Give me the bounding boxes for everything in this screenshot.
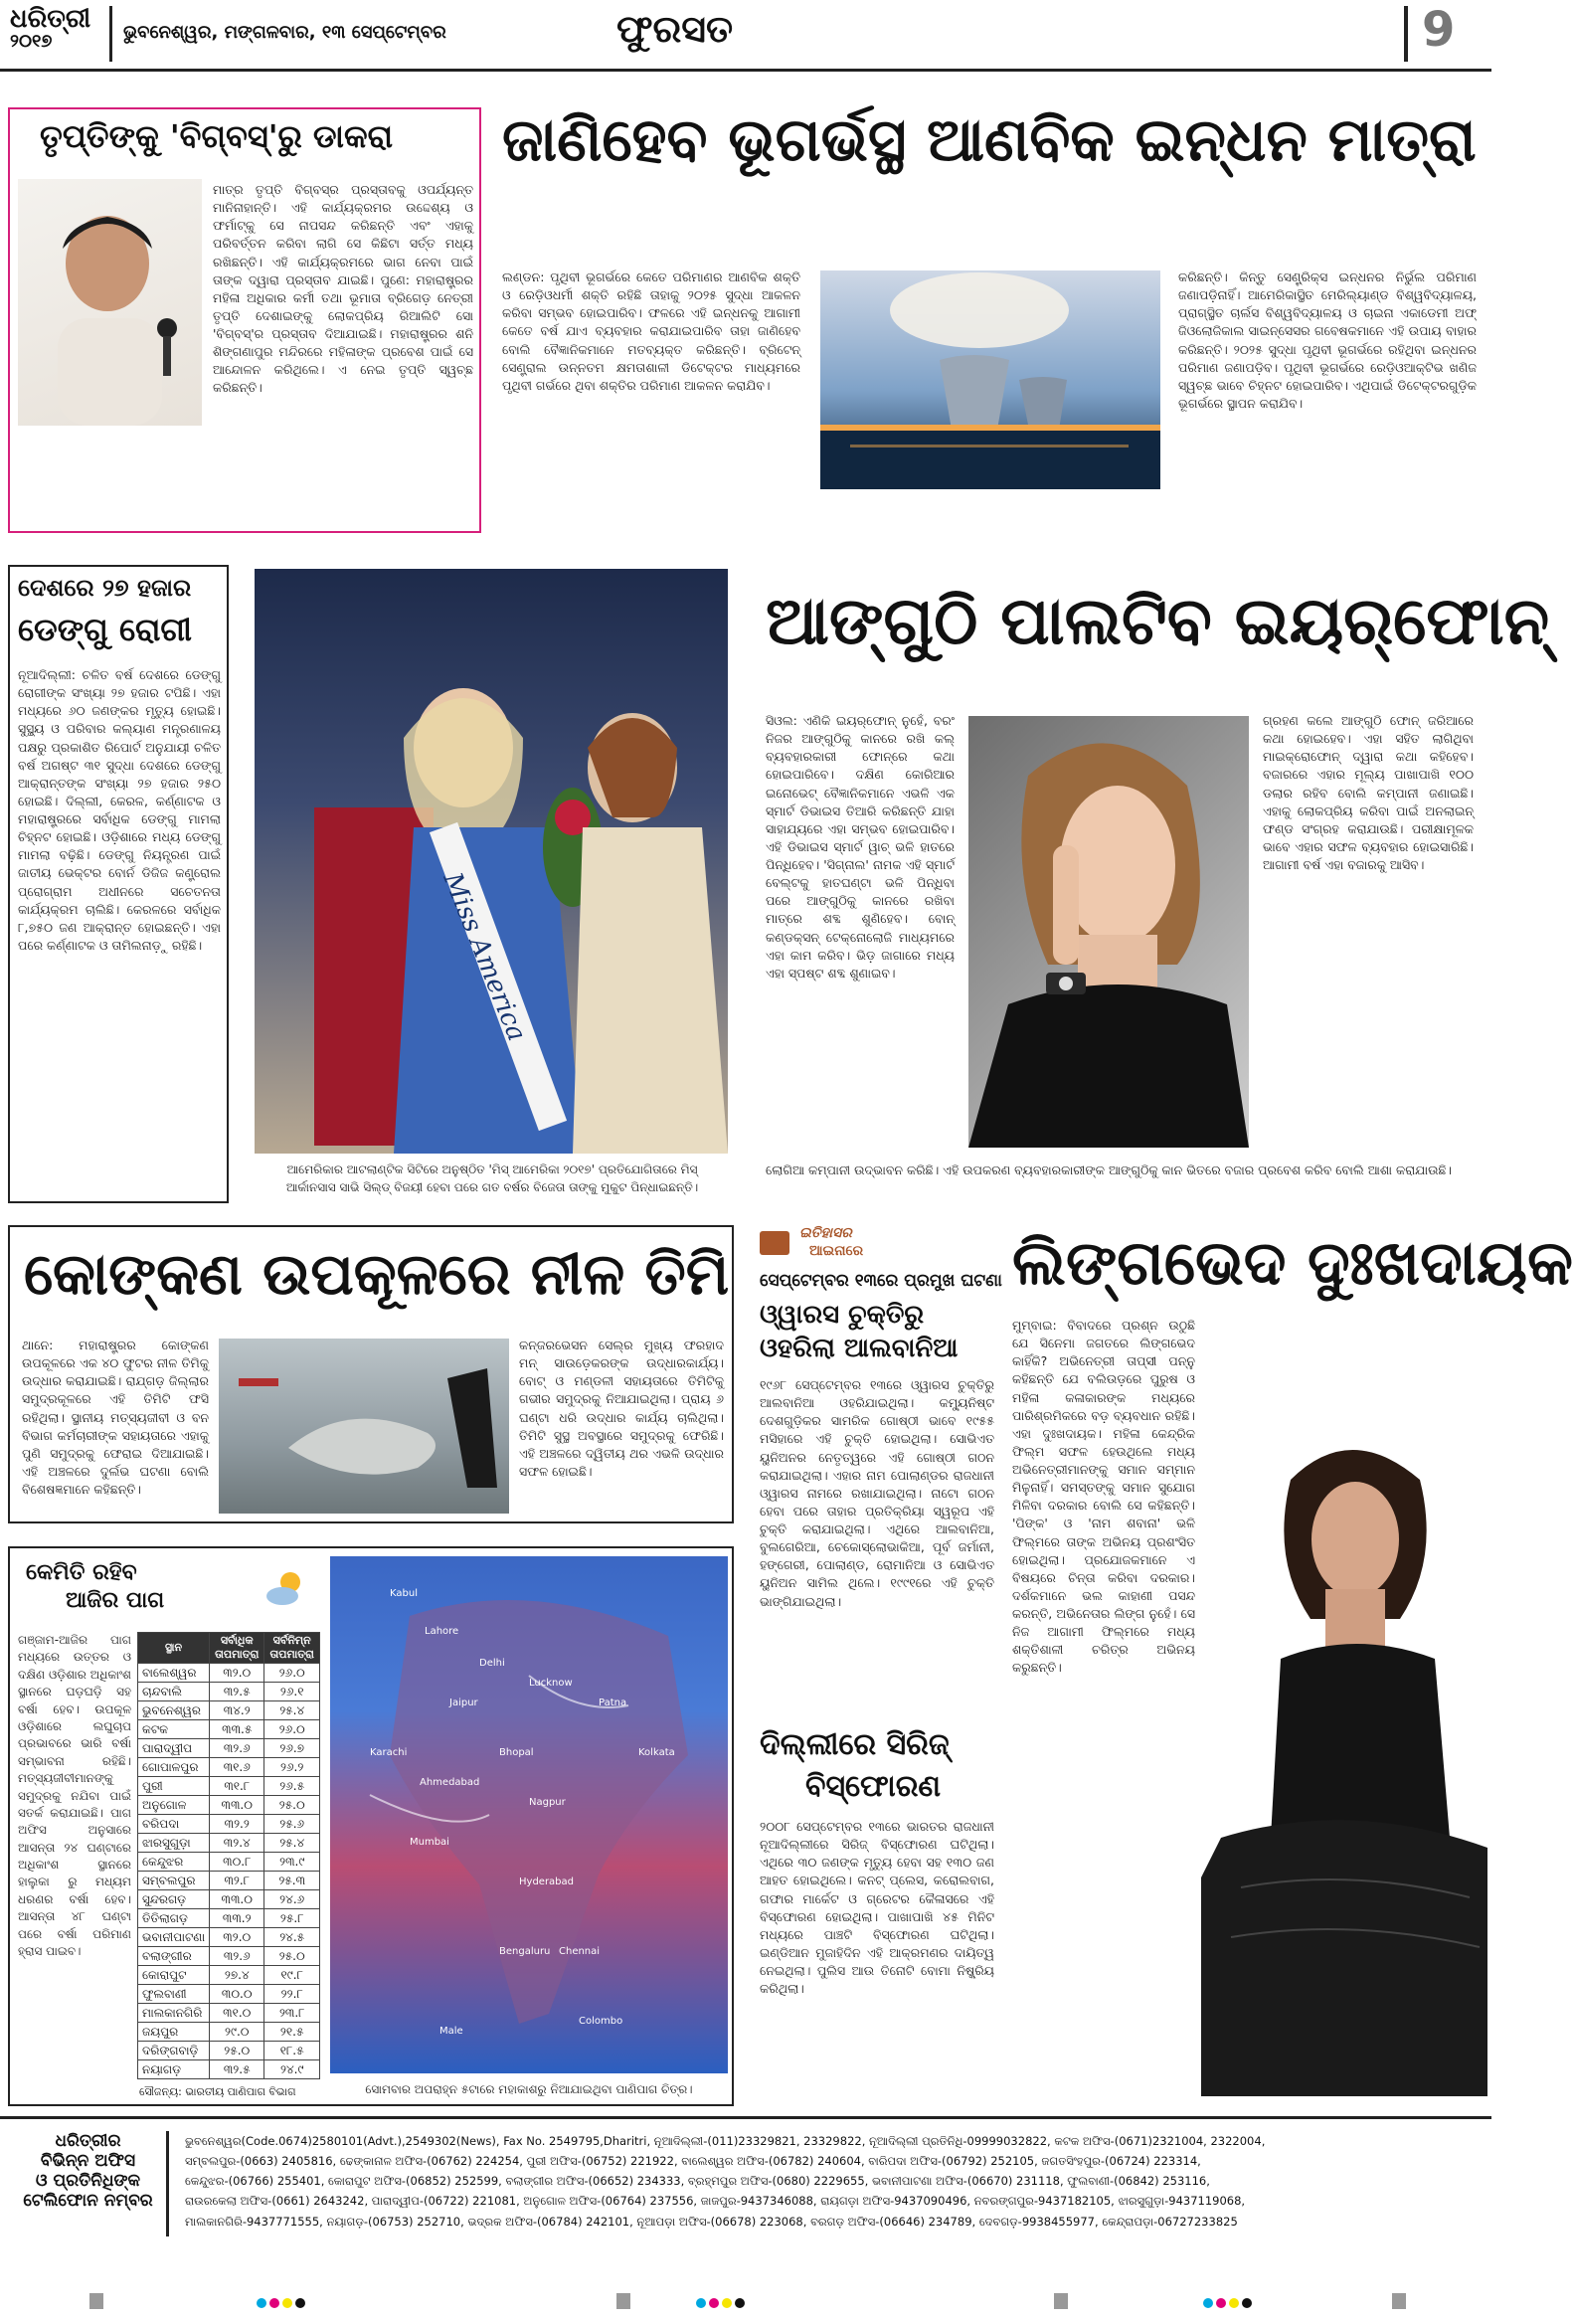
place-cell: କଟକ [138, 1720, 210, 1739]
place-cell: ଦରିଙ୍ଗବାଡ଼ି [138, 2042, 210, 2060]
min-temp-cell: ୨୪.୯ [264, 2060, 320, 2079]
footer-line-2: ସମ୍ବଲପୁର-(0663) 2405816, ଢେଙ୍କାନାଳ ଅଫିସ-(06762) 224254, ପୁରୀ ଅଫିସ-(06752) 221922, ବାଲେଶ୍ୱର ଅଫିସ-(06782) 240604, ବାରିପଦା ଅଫିସ-(06792) 252105, ଜଗତସିଂହପୁର-(06724) 223314, [185, 2154, 1201, 2169]
max-temp-cell: ୩୩.୦ [210, 1890, 264, 1909]
weather-row [138, 2023, 320, 2042]
dengue-headline-2: ଡେଙ୍ଗୁ ରୋଗୀ [18, 611, 192, 648]
page-number-divider [1404, 6, 1408, 62]
nuclear-headline: ଜାଣିହେବ ଭୂଗର୍ଭସ୍ଥ ଆଣବିକ ଇନ୍ଧନ ମାତ୍ରା [502, 105, 1477, 175]
col-place: ସ୍ଥାନ [138, 1633, 210, 1664]
max-temp-cell: ୩୨.୫ [210, 2060, 264, 2079]
place-cell: ସୁନ୍ଦରଗଡ଼ [138, 1890, 210, 1909]
max-temp-cell: ୩୧.୦ [210, 2004, 264, 2023]
min-temp-cell: ୨୬.୦ [264, 1664, 320, 1683]
weather-row [138, 1853, 320, 1872]
map-city-label: Jaipur [449, 1698, 478, 1708]
max-temp-cell: ୩୩.୨ [210, 1909, 264, 1928]
weather-source: ସୌଜନ୍ୟ: ଭାରତୀୟ ପାଣିପାଗ ବିଭାଗ [139, 2085, 296, 2098]
place-cell: ଭବାନୀପାଟଣା [138, 1928, 210, 1947]
min-temp-cell: ୨୬.୫ [264, 1777, 320, 1796]
print-marks [0, 2287, 1491, 2317]
delhi-headline-2: ବିସ୍ଫୋରଣ [805, 1769, 942, 1804]
max-temp-cell: ୩୧.୬ [210, 1758, 264, 1777]
min-temp-cell: ୨୧.୫ [264, 2023, 320, 2042]
weather-title-box [16, 1554, 320, 1622]
gender-body: ମୁମ୍ବାଇ: ବିବାଦରେ ପ୍ରଶ୍ନ ଉଠୁଛି ଯେ ସିନେମା ଜଗତରେ ଲିଙ୍ଗଭେଦ କାହିଁକି? ଅଭିନେତ୍ରୀ ତାପ୍‌ସୀ ପନ୍ନୁ କହିଛନ୍ତି ଯେ ବଲିଉଡ଼ରେ ପୁରୁଷ ଓ ମହିଳା କଳାକାରଙ୍କ ମଧ୍ୟରେ ପାରିଶ୍ରମିକରେ ବଡ଼ ବ୍ୟବଧାନ ରହିଛି। ଏହା ଦୁଃଖଦାୟକ। ମହିଳା କେନ୍ଦ୍ରିକ ଫିଲ୍ମ ସଫଳ ହେଉଥିଲେ ମଧ୍ୟ ଅଭିନେତ୍ରୀମାନଙ୍କୁ ସମାନ ସମ୍ମାନ ମିଳୁନାହିଁ। ସମସ୍ତଙ୍କୁ ସମାନ ସୁଯୋଗ ମିଳିବା ଦରକାର ବୋଲି ସେ କହିଛନ୍ତି। 'ପିଙ୍କ' ଓ 'ନାମ ଶବାନା' ଭଳି ଫିଲ୍ମରେ ତାଙ୍କ ଅଭିନୟ ପ୍ରଶଂସିତ ହୋଇଥିଲା। ପ୍ରଯୋଜକମାନେ ଏ ବିଷୟରେ ଚିନ୍ତା କରିବା ଦରକାର। ଦର୍ଶକମାନେ ଭଲ କାହାଣୀ ପସନ୍ଦ କରନ୍ତି, ଅଭିନେତାର ଲିଙ୍ଗ ନୁହେଁ। ସେ ନିଜ ଆଗାମୀ ଫିଲ୍ମରେ ମଧ୍ୟ ଶକ୍ତିଶାଳୀ ଚରିତ୍ର ଅଭିନୟ କରୁଛନ୍ତି। [1012, 1318, 1195, 1676]
place-cell: ଚାନ୍ଦବାଲି [138, 1683, 210, 1701]
max-temp-cell: ୩୩.୫ [210, 1720, 264, 1739]
place-cell: କେନ୍ଦୁଝର [138, 1853, 210, 1872]
story-dengue [8, 565, 229, 1203]
weather-table [137, 1632, 320, 2079]
min-temp-cell: ୨୫.୦ [264, 1796, 320, 1815]
story-nuclear [492, 99, 1486, 527]
missamerica-photo [255, 569, 728, 1154]
weather-title-1: କେମିତି ରହିବ [26, 1559, 137, 1585]
nuclear-col2: କରିଛନ୍ତି। କିନ୍ତୁ ସେଣ୍ଟ୍ରିକ୍ସ ଇନ୍ଧନର ନିର୍ଭୁଲ ପରିମାଣ ଜଣାପଡ଼ିନାହିଁ। ଆମେରିକାସ୍ଥିତ ମେରିଲ୍ୟାଣ୍ଡ ବିଶ୍ୱବିଦ୍ୟାଳୟ, ପ୍ରାଗ୍‌ସ୍ଥିତ ଚାର୍ଲସ ବିଶ୍ୱବିଦ୍ୟାଳୟ ଓ ଚାଇନା ଏକାଡେମୀ ଅଫ୍‌ ଜିଓଲୋଜିକାଲ ସାଇନ୍ସେସର ଗବେଷକମାନେ ଏହି ଉପାୟ ବାହାର କରିଛନ୍ତି। ୨୦୨୫ ସୁଦ୍ଧା ପୃଥିବୀ ଭୂଗର୍ଭରେ ରହିଥିବା ଇନ୍ଧନର ପରିମାଣ ଜଣାପଡ଼ିବ। ପୃଥିବୀ ଭୂଗର୍ଭରେ ରେଡ଼ିଓଆକ୍ଟିଭ ଖଣିଜ ସ୍ୱଚ୍ଛ ଭାବେ ଚିହ୍ନଟ ହୋଇପାରିବ। ଏଥିପାଇଁ ଡିଟେକ୍ଟରଗୁଡ଼ିକ ଭୂଗର୍ଭରେ ସ୍ଥାପନ କରାଯିବ। [1178, 269, 1477, 411]
min-temp-cell: ୧୮.୫ [264, 2042, 320, 2060]
weather-row [138, 1777, 320, 1796]
max-temp-cell: ୩୧.୮ [210, 1777, 264, 1796]
page-number: 9 [1422, 2, 1456, 58]
max-temp-cell: ୩୪.୨ [210, 1701, 264, 1720]
place-cell: ଫୁଲବାଣୀ [138, 1985, 210, 2004]
weather-section [8, 1546, 734, 2106]
footer-label-4: ଟେଲିଫୋନ ନମ୍ବର [23, 2191, 153, 2211]
weather-row [138, 1890, 320, 1909]
max-temp-cell: ୩୨.୮ [210, 1872, 264, 1890]
max-temp-cell: ୩୨.୦ [210, 1664, 264, 1683]
min-temp-cell: ୨୫.୮ [264, 1909, 320, 1928]
footer [0, 2116, 1491, 2245]
place-cell: କୋରାପୁଟ [138, 1966, 210, 1985]
footer-line-1: ଭୁବନେଶ୍ୱର(Code.0674)2580101(Advt.),2549302(News), Fax No. 2549795,Dharitri, ନୂଆଦିଲ୍ଲୀ-(011)23329821, 23329822, ନୂଆଦିଲ୍ଲୀ ପ୍ରତିନିଧି-09999032822, କଟକ ଅଫିସ-(0671)2321004, 2322004, [185, 2134, 1266, 2148]
earphone-col2: ଗ୍ରହଣ କଲେ ଆଙ୍ଗୁଠି ଫୋନ୍ ଜରିଆରେ କଥା ହୋଇହେବ। ଏହା ସହିତ ଲାଗିଥିବା ମାଇକ୍ରୋଫୋନ୍ ଦ୍ୱାରା କଥା କହିହେବ। ବଜାରରେ ଏହାର ମୂଲ୍ୟ ପାଖାପାଖି ୧୦୦ ଡଲାର ରହିବ ବୋଲି କମ୍ପାନୀ ଜଣାଇଛି। ଏହାକୁ ଲୋକପ୍ରିୟ କରିବା ପାଇଁ ଅନଲାଇନ୍ ଫଣ୍ଡ ସଂଗ୍ରହ କରାଯାଉଛି। ପରୀକ୍ଷାମୂଳକ ଭାବେ ଏହାର ସଫଳ ବ୍ୟବହାର ହୋଇସାରିଛି। ଆଗାମୀ ବର୍ଷ ଏହା ବଜାରକୁ ଆସିବ। [1263, 713, 1474, 872]
weather-row [138, 1947, 320, 1966]
whale-col1: ଥାନେ: ମହାରାଷ୍ଟ୍ରର କୋଙ୍କଣ ଉପକୂଳରେ ଏକ ୪୦ ଫୁଟର ନୀଳ ତିମିକୁ ଉଦ୍ଧାର କରାଯାଇଛି। ରାଯ୍‌ଗଡ଼ ଜିଲ୍ଲାର ସମୁଦ୍ରକୂଳରେ ଏହି ତିମିଟି ଫସି ରହିଥିଲା। ସ୍ଥାନୀୟ ମତ୍ସ୍ୟଜୀବୀ ଓ ବନ ବିଭାଗ କର୍ମଚାରୀଙ୍କ ସହାୟତାରେ ଏହାକୁ ପୁଣି ସମୁଦ୍ରକୁ ଫେରାଇ ଦିଆଯାଇଛି। ଏହି ଅଞ୍ଚଳରେ ଦୁର୍ଲଭ ଘଟଣା ବୋଲି ବିଶେଷଜ୍ଞମାନେ କହିଛନ୍ତି। [22, 1338, 209, 1497]
masthead-divider [109, 6, 112, 62]
story-history [746, 1221, 1002, 2106]
sash-text: Miss America [437, 868, 532, 1046]
footer-line-4: ରାଉରକେଲା ଅଫିସ-(0661) 2643242, ପାରାଦ୍ୱୀପ-(06722) 221081, ଅନୁଗୋଳ ଅଫିସ-(06764) 237556, ଜାଜପୁର-9437346088, ରାୟଗଡ଼ା ଅଫିସ-9437090496, ନବରଙ୍ଗପୁର-9437182105, ଝାରସୁଗୁଡ଼ା-9437119068, [185, 2194, 1246, 2209]
earphone-col1: ସିଓଲ: ଏଣିକି ଇୟର୍‌ଫୋନ୍ ନୁହେଁ, ବରଂ ନିଜର ଆଙ୍ଗୁଠିକୁ କାନରେ ରଖି କଲ୍ ବ୍ୟବହାରକାରୀ ଫୋନ୍‌ରେ କଥା ହୋଇପାରିବେ। ଦକ୍ଷିଣ କୋରିଆର ଇନୋଭେଟ୍ ବୈଜ୍ଞାନିକମାନେ ଏଭଳି ଏକ ସ୍ମାର୍ଟ ଡିଭାଇସ ତିଆରି କରିଛନ୍ତି ଯାହା ସାହାଯ୍ୟରେ ଏହା ସମ୍ଭବ ହୋଇପାରିବ। ଏହି ଡିଭାଇସ ସ୍ମାର୍ଟ ୱାଚ୍ ଭଳି ହାତରେ ପିନ୍ଧିହେବ। 'ସିଗ୍‌ନାଲ' ନାମକ ଏହି ସ୍ମାର୍ଟ ବେଲ୍ଟକୁ ହାତଘଣ୍ଟା ଭଳି ପିନ୍ଧିବା ପରେ ଆଙ୍ଗୁଠିକୁ କାନରେ ରଖିବା ମାତ୍ରେ ଶବ୍ଦ ଶୁଣିହେବ। ବୋନ୍ କଣ୍ଡକ୍ସନ୍ ଟେକ୍ନୋଲୋଜି ମାଧ୍ୟମରେ ଏହା କାମ କରିବ। ଭିଡ଼ ଜାଗାରେ ମଧ୍ୟ ଏହା ସ୍ପଷ୍ଟ ଶବ୍ଦ ଶୁଣାଇବ। [766, 713, 955, 981]
story-trupti [8, 107, 481, 533]
footer-line-3: କେନ୍ଦୁଝର-(06766) 255401, କୋରାପୁଟ ଅଫିସ-(06852) 252599, ବଲାଙ୍ଗୀର ଅଫିସ-(06652) 234333, ବ୍ରହ୍ମପୁର ଅଫିସ-(0680) 2229655, ଭବାନୀପାଟଣା ଅଫିସ-(06670) 231118, ଫୁଲବାଣୀ-(06842) 253116, [185, 2174, 1210, 2189]
story-earphone [756, 565, 1550, 1203]
weather-title-2: ଆଜିର ପାଗ [66, 1587, 165, 1613]
trupti-photo [18, 179, 202, 426]
history-logo [760, 1225, 959, 1263]
color-dots [696, 2293, 748, 2312]
map-city-label: Patna [599, 1698, 627, 1708]
map-city-label: Ahmedabad [420, 1777, 480, 1788]
map-city-label: Delhi [479, 1658, 505, 1669]
weather-row [138, 1664, 320, 1683]
history-subhead: ସେପ୍ଟେମ୍ବର ୧୩ରେ ପ୍ରମୁଖ ଘଟଣା [760, 1271, 1002, 1291]
map-city-label: Chennai [559, 1946, 601, 1957]
weather-row [138, 1683, 320, 1701]
max-temp-cell: ୩୨.୫ [210, 1683, 264, 1701]
place-cell: ମାଲକାନଗିରି [138, 2004, 210, 2023]
map-city-label: Mumbai [410, 1837, 449, 1848]
min-temp-cell: ୨୬.୭ [264, 1739, 320, 1758]
max-temp-cell: ୩୦.୦ [210, 1985, 264, 2004]
max-temp-cell: ୩୨.୦ [210, 1928, 264, 1947]
map-city-label: Colombo [579, 2016, 623, 2027]
earphone-tail: ଲୋଗିଆ କମ୍ପାନୀ ଉଦ୍ଭାବନ କରିଛି। ଏହି ଉପକରଣ ବ୍ୟବହାରକାରୀଙ୍କ ଆଙ୍ଗୁଠିକୁ କାନ ଭିତରେ ବଜାର ପ୍ରବେଶ କରିବ ବୋଲି ଆଶା କରାଯାଉଛି। [766, 1162, 1453, 1177]
place-cell: ଝାରସୁଗୁଡ଼ା [138, 1834, 210, 1853]
weather-row [138, 1834, 320, 1853]
map-city-label: Kolkata [638, 1747, 675, 1758]
map-city-label: Lahore [425, 1626, 459, 1637]
dateline: ଭୁବନେଶ୍ୱର, ମଙ୍ଗଳବାର, ୧୩ ସେପ୍ଟେମ୍ବର [123, 22, 446, 43]
map-city-label: Bhopal [499, 1747, 534, 1758]
place-cell: ପାରାଦ୍ୱୀପ [138, 1739, 210, 1758]
trupti-headline: ତୃପ୍ତିଙ୍କୁ 'ବିଗ୍‌ବସ୍‌'ରୁ ଡାକରା [40, 117, 394, 155]
history-headline-1: ଓ୍ୱାରସ ଚୁକ୍ତିରୁ [760, 1300, 925, 1330]
footer-contacts [185, 2131, 1482, 2232]
story-gender [1006, 1221, 1573, 2106]
history-logo-2: ଆଇନାରେ [809, 1243, 864, 1259]
history-headline-2: ଓହରିଲା ଆଲବାନିଆ [760, 1334, 959, 1363]
section-title: ଫୁରସତ [616, 6, 734, 51]
place-cell: ପୁରୀ [138, 1777, 210, 1796]
missamerica-caption-1: ଆମେରିକାର ଆଟଲାଣ୍ଟିକ ସିଟିରେ ଅନୁଷ୍ଠିତ 'ମିସ୍ ଆମେରିକା ୨୦୧୭' ପ୍ରତିଯୋଗିତାରେ ମିସ୍ [286, 1162, 698, 1176]
footer-label-2: ବିଭିନ୍ନ ଅଫିସ [40, 2151, 136, 2171]
place-cell: ଭୁବନେଶ୍ୱର [138, 1701, 210, 1720]
weather-row [138, 1985, 320, 2004]
registration-mark [89, 2293, 103, 2309]
map-city-label: Hyderabad [519, 1877, 574, 1887]
sun-cloud-icon [264, 1568, 308, 1608]
max-temp-cell: ୩୨.୨ [210, 1815, 264, 1834]
map-city-label: Bengaluru [499, 1946, 551, 1957]
delhi-headline-1: ଦିଲ୍ଲୀରେ ସିରିଜ୍ [760, 1727, 950, 1762]
min-temp-cell: ୨୬.୦ [264, 1720, 320, 1739]
weather-row [138, 1758, 320, 1777]
place-cell: ଅନୁଗୋଳ [138, 1796, 210, 1815]
place-cell: ଗୋପାଳପୁର [138, 1758, 210, 1777]
nuclear-photo [820, 270, 1160, 489]
min-temp-cell: ୨୪.୫ [264, 1928, 320, 1947]
registration-mark [616, 2293, 630, 2309]
min-temp-cell: ୨୫.୪ [264, 1701, 320, 1720]
missamerica-caption-2: ଆର୍କାନସାସ ସାଭି ସିଲ୍ଡ୍ ବିଜୟୀ ହେବା ପରେ ଗତ ବର୍ଷର ବିଜେତା ତାଙ୍କୁ ମୁକୁଟ ପିନ୍ଧାଇଛନ୍ତି। [285, 1180, 699, 1194]
map-caption: ସୋମବାର ଅପରାହ୍ନ ୫ଟାରେ ମହାକାଶରୁ ନିଆଯାଇଥିବା ପାଣିପାଗ ଚିତ୍ର। [365, 2082, 693, 2096]
footer-line-5: ମାଲକାନଗିରି-9437771555, ନୟାଗଡ଼-(06753) 252710, ଭଦ୍ରକ ଅଫିସ-(06784) 242101, ନୂଆପଡ଼ା ଅଫିସ-(06678) 223068, ବରଗଡ଼ ଅଫିସ-(06646) 234789, ଦେବଗଡ଼-9938455977, କେନ୍ଦ୍ରାପଡ଼ା-06727233825 [185, 2214, 1238, 2229]
map-city-label: Kabul [390, 1588, 418, 1599]
whale-col2: କନ୍‌ଜରଭେସନ ସେଲ୍‌ର ମୁଖ୍ୟ ଫରହାଦ ମନ୍‌ ସାଉଡ଼େକରଙ୍କ ଉଦ୍ଧାରକାର୍ଯ୍ୟ। ବୋଟ୍ ଓ ମଣ୍ଡଳୀ ସହାୟତାରେ ତିମିଟିକୁ ଗଭୀର ସମୁଦ୍ରକୁ ନିଆଯାଇଥିଲା। ପ୍ରାୟ ୬ ଘଣ୍ଟା ଧରି ଉଦ୍ଧାର କାର୍ଯ୍ୟ ଚାଲିଥିଲା। ତିମିଟି ସୁସ୍ଥ ଅବସ୍ଥାରେ ସମୁଦ୍ରକୁ ଫେରିଛି। ଏହି ଅଞ୍ଚଳରେ ଦ୍ୱିତୀୟ ଥର ଏଭଳି ଉଦ୍ଧାର ସଫଳ ହୋଇଛି। [519, 1338, 724, 1479]
weather-row [138, 1796, 320, 1815]
max-temp-cell: ୩୨.୬ [210, 1739, 264, 1758]
col-max: ସର୍ବାଧିକ ତାପମାତ୍ରା [210, 1633, 264, 1664]
story-missamerica [249, 565, 746, 1203]
place-cell: ବରିପଦା [138, 1815, 210, 1834]
place-cell: ସମ୍ବଲପୁର [138, 1872, 210, 1890]
max-temp-cell: ୨୫.୦ [210, 2042, 264, 2060]
paper-logo [10, 4, 119, 64]
footer-label-3: ଓ ପ୍ରତିନିଧିଙ୍କ [35, 2171, 141, 2191]
map-city-label: Nagpur [529, 1797, 566, 1808]
weather-row [138, 2004, 320, 2023]
max-temp-cell: ୩୦.୮ [210, 1853, 264, 1872]
weather-forecast: ଗଞ୍ଜାମ-ଆଜିର ପାଗ ମଧ୍ୟରେ ଉତ୍ତର ଓ ଦକ୍ଷିଣ ଓଡ଼ିଶାର ଅଧିକାଂଶ ସ୍ଥାନରେ ଘଡ଼ଘଡ଼ି ସହ ବର୍ଷା ହେବ। ଉପକୂଳ ଓଡ଼ିଶାରେ ଲଘୁଚାପ ପ୍ରଭାବରେ ଭାରି ବର୍ଷା ସମ୍ଭାବନା ରହିଛି। ମତ୍ସ୍ୟଜୀବୀମାନଙ୍କୁ ସମୁଦ୍ରକୁ ନଯିବା ପାଇଁ ସତର୍କ କରାଯାଇଛି। ପାଗ ଅଫିସ ଅନୁସାରେ ଆସନ୍ତା ୨୪ ଘଣ୍ଟାରେ ଅଧିକାଂଶ ସ୍ଥାନରେ ହାଲୁକା ରୁ ମଧ୍ୟମ ଧରଣର ବର୍ଷା ହେବ। ଆସନ୍ତା ୪୮ ଘଣ୍ଟା ପରେ ବର୍ଷା ପରିମାଣ ହ୍ରାସ ପାଇବ। [18, 1633, 131, 1959]
whale-headline: କୋଙ୍କଣ ଉପକୂଳରେ ନୀଳ ତିମି [24, 1240, 730, 1308]
history-book-icon [760, 1231, 789, 1255]
min-temp-cell: ୨୫.୪ [264, 1834, 320, 1853]
col-min: ସର୍ବନିମ୍ନ ତାପମାତ୍ରା [264, 1633, 320, 1664]
weather-row [138, 1872, 320, 1890]
delhi-body: ୨୦୦୮ ସେପ୍ଟେମ୍ବର ୧୩ରେ ଭାରତର ରାଜଧାନୀ ନୂଆଦିଲ୍ଲୀରେ ସିରିଜ୍ ବିସ୍ଫୋରଣ ଘଟିଥିଲା। ଏଥିରେ ୩୦ ଜଣଙ୍କ ମୃତ୍ୟୁ ହେବା ସହ ୧୩୦ ଜଣ ଆହତ ହୋଇଥିଲେ। କନଟ୍ ପ୍ଲେସ, କରୋଲବାଗ, ଗଫାର ମାର୍କେଟ ଓ ଗ୍ରେଟର କୈଳାସରେ ଏହି ବିସ୍ଫୋରଣ ହୋଇଥିଲା। ପାଖାପାଖି ୪୫ ମିନିଟ ମଧ୍ୟରେ ପାଞ୍ଚଟି ବିସ୍ଫୋରଣ ଘଟିଥିଲା। ଇଣ୍ଡିଆନ ମୁଜାହିଦିନ ଏହି ଆକ୍ରମଣର ଦାୟିତ୍ୱ ନେଇଥିଲା। ପୁଲିସ ଆଉ ତିନୋଟି ବୋମା ନିଷ୍କ୍ରିୟ କରିଥିଲା। [760, 1819, 994, 1997]
max-temp-cell: ୨୯.୦ [210, 2023, 264, 2042]
trupti-body: ମାତ୍ର ତୃପ୍ତି ବିଗ୍‌ବସ୍‌ର ପ୍ରସ୍ତାବକୁ ଓପର୍ଯ୍ୟନ୍ତ ମାନିନାହାନ୍ତି। ଏହି କାର୍ଯ୍ୟକ୍ରମର ଉଦ୍ଦେଶ୍ୟ ଓ ଫର୍ମାଟ୍‌କୁ ସେ ନାପସନ୍ଦ କରିଛନ୍ତି ଏବଂ ଏହାକୁ ପରିବର୍ତ୍ତନ କରିବା ଲାଗି ସେ କିଛିଟା ସର୍ତ୍ତ ମଧ୍ୟ ରଖିଛନ୍ତି। ଏହି କାର୍ଯ୍ୟକ୍ରମରେ ଭାଗ ନେବା ପାଇଁ ତାଙ୍କ ଦ୍ୱାରା ପ୍ରସ୍ତାବ ଯାଇଛି। ପୁଣେ: ମହାରାଷ୍ଟ୍ରର ମହିଳା ଅଧିକାର କର୍ମୀ ତଥା ଭୂମାତା ବ୍ରିଗେଡ଼ ନେତ୍ରୀ ତୃପ୍ତି ଦେଶାଇଙ୍କୁ ଲୋକପ୍ରିୟ ରିଆଲିଟି ସୋ 'ବିଗ୍‌ବସ୍‌'ର ପ୍ରସ୍ତାବ ଦିଆଯାଇଛି। ମହାରାଷ୍ଟ୍ରର ଶନି ଶିଙ୍ଗଣାପୁର ମନ୍ଦିରରେ ମହିଳାଙ୍କ ପ୍ରବେଶ ପାଇଁ ସେ ଆନ୍ଦୋଳନ କରିଥିଲେ। ଏ ନେଇ ତୃପ୍ତି ସ୍ୱଚ୍ଛ କରିଛନ୍ତି। [213, 182, 473, 396]
satellite-map [330, 1556, 728, 2073]
story-whale [8, 1225, 734, 1523]
weather-row [138, 2042, 320, 2060]
paper-year: ୨୦୧୭ [10, 31, 53, 52]
min-temp-cell: ୨୫.୩ [264, 1872, 320, 1890]
max-temp-cell: ୩୨.୪ [210, 1834, 264, 1853]
min-temp-cell: ୨୩.୯ [264, 1853, 320, 1872]
max-temp-cell: ୩୩.୦ [210, 1796, 264, 1815]
min-temp-cell: ୨୪.୬ [264, 1890, 320, 1909]
min-temp-cell: ୨୩.୮ [264, 2004, 320, 2023]
earphone-headline: ଆଙ୍ଗୁଠି ପାଲଟିବ ଇୟର୍‌ଫୋନ୍ [766, 582, 1550, 659]
map-city-label: Male [439, 2026, 463, 2037]
registration-mark [1054, 2293, 1068, 2309]
min-temp-cell: ୨୫.୦ [264, 1947, 320, 1966]
max-temp-cell: ୨୭.୪ [210, 1966, 264, 1985]
weather-row [138, 1739, 320, 1758]
weather-row [138, 1928, 320, 1947]
color-dots [1203, 2293, 1255, 2312]
gender-photo [1201, 1420, 1487, 2096]
map-city-label: Lucknow [529, 1678, 573, 1689]
min-temp-cell: ୨୬.୨ [264, 1758, 320, 1777]
dengue-headline-1: ଦେଶରେ ୨୭ ହଜାର [18, 573, 192, 602]
gender-headline: ଲିଙ୍ଗଭେଦ ଦୁଃଖଦାୟକ [1012, 1226, 1573, 1299]
max-temp-cell: ୩୨.୬ [210, 1947, 264, 1966]
earphone-photo [968, 716, 1249, 1148]
masthead [0, 0, 1491, 72]
weather-row [138, 1966, 320, 1985]
min-temp-cell: ୧୯.୮ [264, 1966, 320, 1985]
place-cell: ବାଲେଶ୍ୱର [138, 1664, 210, 1683]
dengue-body: ନୂଆଦିଲ୍ଲୀ: ଚଳିତ ବର୍ଷ ଦେଶରେ ଡେଙ୍ଗୁ ରୋଗୀଙ୍କ ସଂଖ୍ୟା ୨୭ ହଜାର ଟପିଛି। ଏହା ମଧ୍ୟରେ ୬୦ ଜଣଙ୍କର ମୃତ୍ୟୁ ହୋଇଛି। ସୁସ୍ଥ୍ୟ ଓ ପରିବାର କଲ୍ୟାଣ ମନ୍ତ୍ରଣାଳୟ ପକ୍ଷରୁ ପ୍ରକାଶିତ ରିପୋର୍ଟ ଅନୁଯାୟୀ ଚଳିତ ବର୍ଷ ଅଗଷ୍ଟ ୩୧ ସୁଦ୍ଧା ଦେଶରେ ଡେଙ୍ଗୁ ଆକ୍ରାନ୍ତଙ୍କ ସଂଖ୍ୟା ୨୭ ହଜାର ୨୫୦ ହୋଇଛି। ଦିଲ୍ଲୀ, କେରଳ, କର୍ଣ୍ଣାଟକ ଓ ମହାରାଷ୍ଟ୍ରରେ ସର୍ବାଧିକ ଡେଙ୍ଗୁ ମାମଲା ଚିହ୍ନଟ ହୋଇଛି। ଓଡ଼ିଶାରେ ମଧ୍ୟ ଡେଙ୍ଗୁ ମାମଲା ବଢ଼ିଛି। ଡେଙ୍ଗୁ ନିୟନ୍ତ୍ରଣ ପାଇଁ ଜାତୀୟ ଭେକ୍ଟର ବୋର୍ନ ଡିଜିଜ କଣ୍ଟ୍ରୋଲ ପ୍ରୋଗ୍ରାମ ଅଧୀନରେ ସଚେତନତା କାର୍ଯ୍ୟକ୍ରମ ଚାଲିଛି। କେରଳରେ ସର୍ବାଧିକ ୮,୭୫୦ ଜଣ ଆକ୍ରାନ୍ତ ହୋଇଛନ୍ତି। ଏହା ପରେ କର୍ଣ୍ଣାଟକ ଓ ତାମିଲନାଡ଼ୁ ରହିଛି। [18, 667, 221, 953]
weather-table-body [138, 1664, 320, 2079]
place-cell: ନୟାଗଡ଼ [138, 2060, 210, 2079]
place-cell: ତିତିଲାଗଡ଼ [138, 1909, 210, 1928]
footer-label [10, 2131, 169, 2236]
map-city-label: Karachi [370, 1747, 408, 1758]
footer-label-1: ଧରିତ୍ରୀର [55, 2131, 121, 2151]
history-logo-1: ଇତିହାସର [799, 1225, 852, 1241]
min-temp-cell: ୨୫.୬ [264, 1815, 320, 1834]
weather-row [138, 2060, 320, 2079]
weather-row [138, 1815, 320, 1834]
nuclear-col1: ଲଣ୍ଡନ: ପୃଥିବୀ ଭୂଗର୍ଭରେ କେତେ ପରିମାଣର ଆଣବିକ ଶକ୍ତି ଓ ରେଡ଼ିଓଧର୍ମୀ ଶକ୍ତି ରହିଛି ତାହାକୁ ୨୦୨୫ ସୁଦ୍ଧା ଆକଳନ କରିବା ସମ୍ଭବ ହୋଇପାରିବ। ଫଳରେ ଏହି ଇନ୍ଧନକୁ ଆଗାମୀ କେତେ ବର୍ଷ ଯାଏ ବ୍ୟବହାର କରାଯାଇପାରିବ ତାହା ଜାଣିହେବ ବୋଲି ବୈଜ୍ଞାନିକମାନେ ମତବ୍ୟକ୍ତ କରିଛନ୍ତି। ବ୍ରିଟେନ୍‌ ସେଣ୍ଟ୍ରାଲ ଉନ୍ନତମ କ୍ଷମତାଶାଳୀ ଡିଟେକ୍ଟର ମାଧ୍ୟମରେ ପୃଥିବୀ ଗର୍ଭରେ ଥିବା ଶକ୍ତିର ପରିମାଣ ଆକଳନ କରାଯିବ। [502, 269, 800, 393]
color-dots [257, 2293, 308, 2312]
place-cell: ବଲାଙ୍ଗୀର [138, 1947, 210, 1966]
place-cell: ଜୟପୁର [138, 2023, 210, 2042]
weather-row [138, 1701, 320, 1720]
history-body: ୧୯୬୮ ସେପ୍ଟେମ୍ବର ୧୩ରେ ଓ୍ୱାରସ ଚୁକ୍ତିରୁ ଆଲବାନିଆ ଓହରିଯାଇଥିଲା। କମ୍ୟୁନିଷ୍ଟ ଦେଶଗୁଡ଼ିକର ସାମରିକ ଗୋଷ୍ଠୀ ଭାବେ ୧୯୫୫ ମସିହାରେ ଏହି ଚୁକ୍ତି ହୋଇଥିଲା। ସୋଭିଏତ ୟୁନିଅନର ନେତୃତ୍ୱରେ ଏହି ଗୋଷ୍ଠୀ ଗଠନ କରାଯାଇଥିଲା। ଏହାର ନାମ ପୋଲାଣ୍ଡର ରାଜଧାନୀ ଓ୍ୱାରସ ନାମରେ ରଖାଯାଇଥିଲା। ନାଟୋ ଗଠନ ହେବା ପରେ ତାହାର ପ୍ରତିକ୍ରିୟା ସ୍ୱରୂପ ଏହି ଚୁକ୍ତି କରାଯାଇଥିଲା। ଏଥିରେ ଆଲବାନିଆ, ବୁଲଗେରିଆ, ଚେକୋସ୍ଲୋଭାକିଆ, ପୂର୍ବ ଜର୍ମାନୀ, ହଙ୍ଗେରୀ, ପୋଲାଣ୍ଡ, ରୋମାନିଆ ଓ ସୋଭିଏତ ୟୁନିଅନ ସାମିଲ ଥିଲେ। ୧୯୯୧ରେ ଏହି ଚୁକ୍ତି ଭାଙ୍ଗିଯାଇଥିଲା। [760, 1377, 994, 1609]
min-temp-cell: ୨୬.୧ [264, 1683, 320, 1701]
weather-row [138, 1909, 320, 1928]
paper-name: ଧରିତ୍ରୀ [10, 4, 91, 34]
weather-row [138, 1720, 320, 1739]
whale-photo [219, 1339, 509, 1514]
registration-mark [1392, 2293, 1406, 2309]
min-temp-cell: ୨୨.୮ [264, 1985, 320, 2004]
